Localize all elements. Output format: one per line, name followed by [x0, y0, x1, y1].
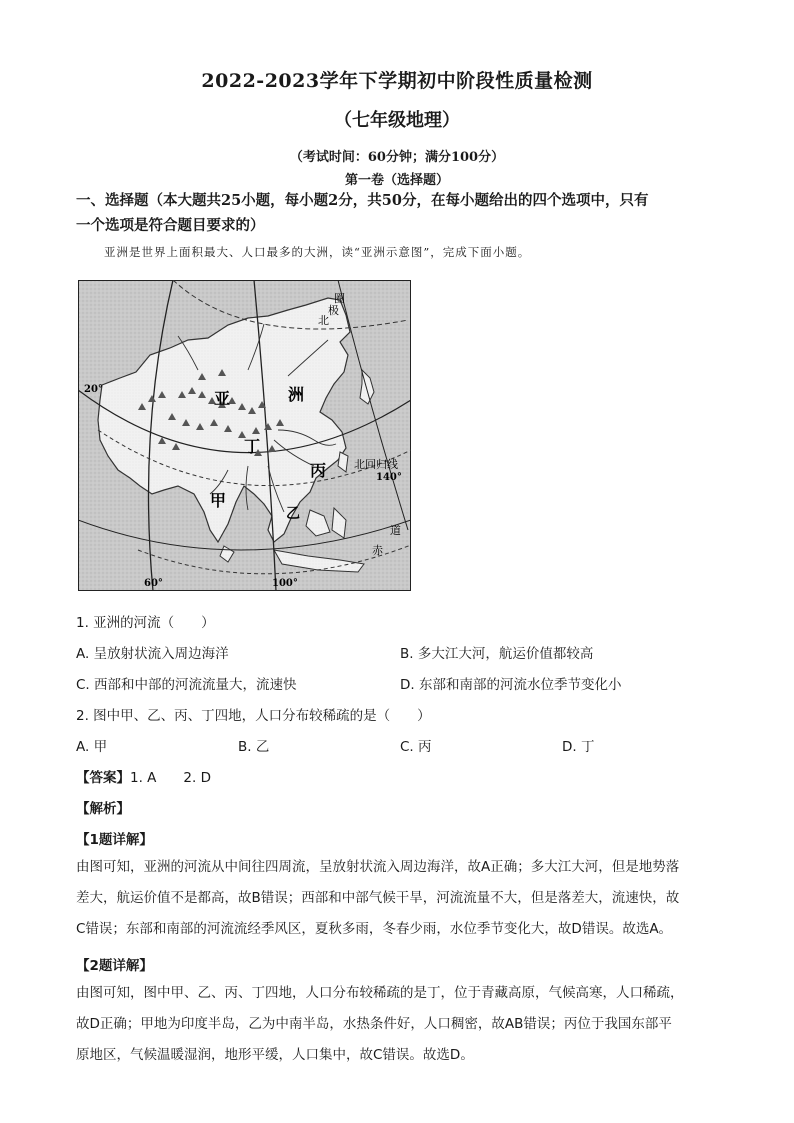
q2-stem: 2. 图中甲、乙、丙、丁四地，人口分布较稀疏的是（ ） [76, 708, 431, 724]
map-label-arctic-2: 极 [328, 304, 339, 317]
map-label-lon60: 60° [144, 578, 163, 589]
q1-option-d[interactable]: D. 东部和南部的河流水位季节变化小 [400, 677, 622, 693]
detail2-line: 原地区，气候温暖湿润，地形平缓，人口集中，故C错误。故选D。 [76, 1047, 474, 1063]
section-heading-line1: 一、选择题（本大题共25小题，每小题2分，共50分，在每小题给出的四个选项中，只有 [76, 192, 649, 209]
answer-line [76, 766, 211, 786]
detail1-text [76, 852, 718, 945]
detail1-line: C错误；东部和南部的河流流经季风区，夏秋多雨，冬春少雨，水位季节变化大，故D错误。故选A。 [76, 921, 673, 937]
map-label-bing: 丙 [310, 461, 327, 480]
exam-subtitle: （七年级地理） [334, 110, 460, 131]
map-label-ding: 丁 [244, 437, 261, 456]
answer-values: 1. A 2. D [130, 770, 211, 786]
detail2-label: 【2题详解】 [76, 958, 153, 974]
map-label-tropic: 北回归线 [354, 458, 398, 471]
map-label-jia: 甲 [210, 491, 227, 510]
map-label-lat20: 20° [84, 384, 103, 395]
analysis-label: 【解析】 [76, 801, 130, 817]
detail2-line: 由图可知，图中甲、乙、丙、丁四地，人口分布较稀疏的是丁，位于青藏高原，气候高寒，人口稀疏， [76, 985, 684, 1001]
section-heading-line2: 一个选项是符合题目要求的） [76, 217, 265, 234]
q2-option-c[interactable]: C. 丙 [400, 739, 432, 755]
map-label-ya: 亚 [214, 389, 231, 408]
q1-option-b[interactable]: B. 多大江大河，航运价值都较高 [400, 646, 594, 662]
map-label-equator-1: 赤 [372, 544, 383, 557]
asia-map [78, 280, 411, 591]
detail1-line: 由图可知，亚洲的河流从中间往四周流，呈放射状流入周边海洋，故A正确；多大江大河，但是地势落 [76, 859, 680, 875]
map-label-lon140: 140° [376, 472, 402, 483]
exam-info: （考试时间：60分钟；满分100分） [289, 150, 505, 165]
q1-option-c[interactable]: C. 西部和中部的河流流量大，流速快 [76, 677, 297, 693]
map-label-yi: 乙 [286, 506, 300, 522]
map-label-equator-2: 道 [390, 524, 401, 537]
detail2-line: 故D正确；甲地为印度半岛，乙为中南半岛，水热条件好，人口稠密，故AB错误；丙位于我国东部平 [76, 1016, 672, 1032]
q1-stem: 1. 亚洲的河流（ ） [76, 615, 215, 631]
map-label-arctic-3: 北 [318, 314, 329, 327]
q1-option-a[interactable]: A. 呈放射状流入周边海洋 [76, 646, 229, 662]
exam-title: 2022-2023学年下学期初中阶段性质量检测 [201, 70, 593, 92]
map-label-zhou: 洲 [288, 385, 305, 404]
detail1-line: 差大，航运价值不是都高，故B错误；西部和中部气候干旱，河流流量不大，但是落差大，流速快，故 [76, 890, 680, 906]
map-label-arctic-1: 圈 [334, 292, 345, 305]
answer-label: 【答案】 [76, 770, 130, 786]
map-label-lon100: 100° [272, 578, 298, 589]
q2-option-a[interactable]: A. 甲 [76, 739, 108, 755]
q2-option-b[interactable]: B. 乙 [238, 739, 270, 755]
detail1-label: 【1题详解】 [76, 832, 153, 848]
q2-option-d[interactable]: D. 丁 [562, 739, 595, 755]
detail2-text [76, 978, 718, 1071]
volume-heading: 第一卷（选择题） [344, 173, 449, 188]
question-intro: 亚洲是世界上面积最大、人口最多的大洲，读“亚洲示意图”，完成下面小题。 [104, 245, 531, 259]
